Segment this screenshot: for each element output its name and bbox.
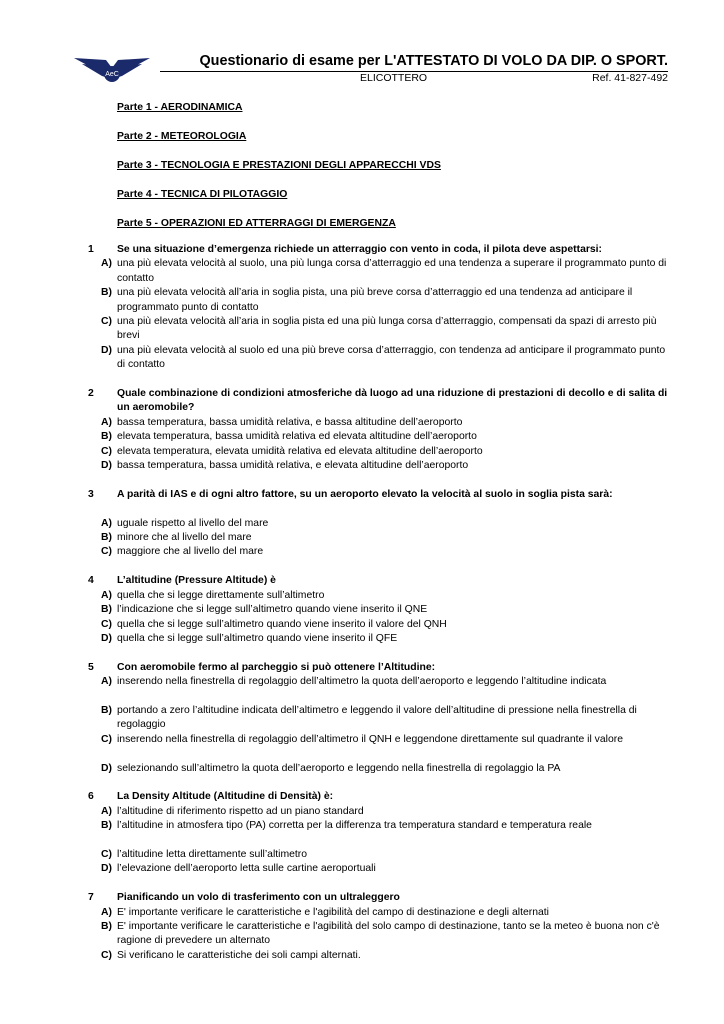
question-number: 5	[88, 661, 94, 673]
part-heading: Parte 4 - TECNICA DI PILOTAGGIO	[117, 189, 288, 200]
option-letter: B)	[101, 604, 112, 616]
question-header	[80, 574, 670, 588]
option-text: quella che si legge sull’altimetro quando viene inserito il valore del QNH	[117, 618, 447, 630]
option-text: quella che si legge direttamente sull’altimetro	[117, 589, 325, 601]
question-number: 3	[88, 488, 94, 500]
question-text: Pianificando un volo di trasferimento con un ultraleggero	[117, 892, 400, 904]
option-text: una più elevata velocità all’aria in soglia pista ed una più lunga corsa d’atterraggio, compensati da spazi di arresto più brevi	[117, 316, 657, 342]
parts-list	[117, 101, 441, 246]
question-text: L’altitudine (Pressure Altitude) è	[117, 575, 276, 587]
spacer	[80, 834, 670, 848]
option-letter: C)	[101, 546, 112, 558]
spacer	[80, 690, 670, 704]
option-text: bassa temperatura, bassa umidità relativa, e bassa altitudine dell’aeroporto	[117, 416, 463, 428]
option-text: l’elevazione dell’aeroporto letta sulle cartine aeroportuali	[117, 863, 376, 875]
option-letter: D)	[101, 632, 112, 644]
option-text: minore che al livello del mare	[117, 532, 252, 544]
question-number: 7	[88, 892, 94, 904]
answer-option	[80, 733, 670, 747]
question-number: 1	[88, 244, 94, 255]
spacer	[80, 502, 670, 516]
answer-option	[80, 920, 670, 949]
answer-option	[80, 618, 670, 632]
logo-text: AeC	[105, 71, 119, 78]
option-letter: C)	[101, 848, 112, 860]
option-text: Si verificano le caratteristiche dei soli campi alternati.	[117, 949, 361, 961]
option-letter: C)	[101, 733, 112, 745]
question-text: Quale combinazione di condizioni atmosferiche dà luogo ad una riduzione di prestazioni di decollo e di salita di un aeromobile?	[117, 388, 668, 414]
answer-option	[80, 531, 670, 545]
option-letter: B)	[101, 920, 112, 932]
option-text: inserendo nella finestrella di regolaggio dell’altimetro la quota dell’aeroporto e leggendo l’altitudine indicata	[117, 676, 607, 688]
option-text: portando a zero l’altitudine indicata dell’altimetro e leggendo il valore dell’altitudine di pressione nella finestrella di regolaggio	[117, 704, 637, 731]
option-text: l’altitudine in atmosfera tipo (PA) corretta per la differenza tra temperatura standard e temperatura reale	[117, 820, 592, 832]
option-text: selezionando sull’altimetro la quota dell’aeroporto e leggendo nella finestrella di regolaggio la PA	[117, 762, 561, 774]
part-heading: Parte 2 - METEOROLOGIA	[117, 131, 247, 142]
answer-option	[80, 632, 670, 646]
question-header	[80, 488, 670, 502]
option-letter: B)	[101, 431, 112, 443]
question-header	[80, 387, 670, 416]
option-letter: A)	[101, 589, 112, 601]
answer-option	[80, 762, 670, 776]
document-subtitle: ELICOTTERO	[360, 72, 428, 84]
question-block	[80, 387, 670, 473]
question-block	[80, 574, 670, 646]
option-text: elevata temperatura, elevata umidità relativa ed elevata altitudine dell’aeroporto	[117, 445, 483, 457]
answer-option	[80, 848, 670, 862]
question-number: 2	[88, 388, 94, 400]
option-text: bassa temperatura, bassa umidità relativa, e elevata altitudine dell’aeroporto	[117, 460, 469, 472]
option-text: inserendo nella finestrella di regolaggio dell’altimetro il QNH e leggendone direttamente sul quadrante il valore	[117, 733, 623, 745]
answer-option	[80, 949, 670, 963]
option-letter: C)	[101, 949, 112, 961]
option-letter: B)	[101, 287, 112, 299]
answer-option	[80, 517, 670, 531]
option-letter: A)	[101, 676, 112, 688]
option-letter: A)	[101, 805, 112, 817]
answer-option	[80, 906, 670, 920]
answer-option	[80, 545, 670, 559]
question-block	[80, 661, 670, 776]
option-letter: A)	[101, 258, 112, 270]
option-letter: A)	[101, 416, 112, 428]
question-block	[80, 488, 670, 560]
question-header	[80, 243, 670, 257]
question-header	[80, 891, 670, 905]
answer-option	[80, 704, 670, 733]
answer-option	[80, 344, 670, 373]
option-letter: A)	[101, 906, 112, 918]
option-text: l’indicazione che si legge sull’altimetro quando viene inserito il QNE	[117, 604, 428, 616]
answer-option	[80, 675, 670, 689]
question-block	[80, 243, 670, 373]
question-number: 6	[88, 791, 94, 803]
option-letter: B)	[101, 820, 112, 832]
answer-option	[80, 286, 670, 315]
option-text: una più elevata velocità al suolo ed una più breve corsa d’atterraggio, con tendenza ad anticipare il programmato punto di contatto	[117, 344, 666, 371]
option-letter: C)	[101, 445, 112, 457]
answer-option	[80, 589, 670, 603]
answer-option	[80, 862, 670, 876]
option-letter: C)	[101, 316, 112, 328]
document-reference: Ref. 41-827-492	[592, 72, 668, 84]
option-text: una più elevata velocità al suolo, una più lunga corsa d’atterraggio ed una tendenza a superare il programmato punto di contatto	[117, 258, 667, 284]
spacer	[80, 747, 670, 761]
answer-option	[80, 819, 670, 833]
option-letter: D)	[101, 344, 112, 356]
option-letter: D)	[101, 460, 112, 472]
option-text: quella che si legge sull’altimetro quando viene inserito il QFE	[117, 632, 398, 644]
question-block	[80, 891, 670, 963]
option-letter: D)	[101, 863, 112, 875]
option-letter: D)	[101, 762, 112, 774]
option-text: l’altitudine di riferimento rispetto ad un piano standard	[117, 805, 364, 817]
option-text: una più elevata velocità all’aria in soglia pista, una più breve corsa d’atterraggio ed una tendenza ad anticipare il programmato punto di contatto	[117, 287, 633, 313]
option-text: E' importante verificare le caratteristiche e l'agibilità del campo di destinazione e degli alternati	[117, 906, 549, 918]
option-text: uguale rispetto al livello del mare	[117, 517, 269, 529]
option-letter: A)	[101, 517, 112, 529]
answer-option	[80, 416, 670, 430]
answer-option	[80, 315, 670, 344]
question-text: Se una situazione d’emergenza richiede un atterraggio con vento in coda, il pilota deve aspettarsi:	[117, 244, 603, 255]
answer-option	[80, 603, 670, 617]
document-title: Questionario di esame per L'ATTESTATO DI VOLO DA DIP. O SPORT.	[199, 53, 668, 69]
part-heading: Parte 1 - AERODINAMICA	[117, 102, 243, 113]
question-text: A parità di IAS e di ogni altro fattore, su un aeroporto elevato la velocità al suolo in soglia pista sarà:	[117, 488, 613, 500]
option-letter: B)	[101, 532, 112, 544]
question-header	[80, 790, 670, 804]
part-heading: Parte 3 - TECNOLOGIA E PRESTAZIONI DEGLI APPARECCHI VDS	[117, 160, 441, 171]
answer-option	[80, 805, 670, 819]
answer-option	[80, 257, 670, 286]
option-letter: C)	[101, 618, 112, 630]
option-text: maggiore che al livello del mare	[117, 546, 264, 558]
option-text: E' importante verificare le caratteristiche e l'agibilità del solo campo di destinazione, tanto se la meteo è buona non c'è ragione di prevedere un alternato	[117, 920, 660, 947]
option-text: l’altitudine letta direttamente sull’altimetro	[117, 848, 308, 860]
question-text: Con aeromobile fermo al parcheggio si può ottenere l’Altitudine:	[117, 661, 436, 673]
question-text: La Density Altitude (Altitudine di Densità) è:	[117, 791, 334, 803]
question-header	[80, 661, 670, 675]
questions-list	[80, 243, 670, 978]
aeroclub-wings-logo	[72, 46, 152, 90]
part-heading: Parte 5 - OPERAZIONI ED ATTERRAGGI DI EMERGENZA	[117, 218, 396, 229]
question-block	[80, 790, 670, 876]
option-letter: B)	[101, 704, 112, 716]
answer-option	[80, 445, 670, 459]
answer-option	[80, 430, 670, 444]
answer-option	[80, 459, 670, 473]
question-number: 4	[88, 575, 94, 587]
option-text: elevata temperatura, bassa umidità relativa ed elevata altitudine dell’aeroporto	[117, 431, 477, 443]
